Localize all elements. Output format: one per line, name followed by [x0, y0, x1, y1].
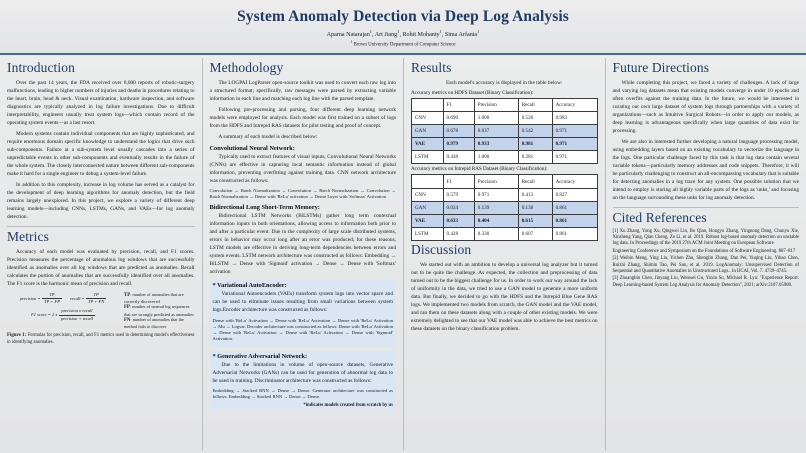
cell-model: GAN [412, 201, 444, 214]
poster-header [0, 0, 806, 55]
results-table-hdfs [411, 98, 598, 165]
cell-recall: 0.615 [518, 215, 552, 228]
definition-tp-text: : number of anomalies that are correctly discovered [124, 291, 184, 304]
column-header-model [412, 98, 444, 111]
section-heading-results: Results [411, 59, 452, 75]
reference-item: [3] Zhuangbin Chen, Jinyang Liu, Wenwei Gu, Yuxin Su, Michael R. Lyu: "Experience Report: Deep Learning-based System Log Analysis for Anomaly Detection", 2021; arXiv:2107.05908. [612, 276, 799, 288]
reference-item: Engineering Conference and Symposium on the Foundations of Software Engineering. 807–817 [612, 248, 796, 254]
section-heading-discussion: Discussion [411, 242, 472, 258]
cell-accuracy: 0.971 [552, 124, 597, 137]
table-caption-intrepid: Accuracy metrics on Intrepid RAS Dataset (Binary Classification): [411, 166, 548, 173]
table-header-row [412, 98, 598, 111]
column-header-f1: F1 [443, 175, 474, 188]
cell-f1: 0.979 [443, 138, 474, 151]
model-architecture-gan: Embedding → Stacked RNN → Dense → Dense. Generator architecture was constructed as follows: Embedding → Stacked RNN → Dense → Dense. [212, 387, 393, 400]
table-row [412, 138, 598, 151]
model-text-cnn: Typically used to extract features of visual inputs, Convolutional Neural Networks (CNNs) are effective in capturing local semantic information instead of global information, preventing overfitting against training data. CNN network architecture was constructed as follows: [209, 153, 396, 184]
cell-f1: 0.034 [443, 201, 474, 214]
metrics-formulas [7, 292, 119, 325]
author-name-3: Sima Arfania [444, 31, 478, 38]
f1-label: F1 score = 2 x [30, 312, 58, 318]
table-row [412, 151, 598, 164]
cell-accuracy: 0.861 [552, 201, 597, 214]
cell-precision: 0.037 [474, 124, 518, 137]
author-name-2: Rohit Mohanty [402, 31, 440, 38]
cell-f1: 0.438 [443, 151, 474, 164]
table-row [412, 215, 598, 228]
column-header-accuracy: Accuracy [552, 175, 597, 188]
author-name-1: Art Jiang [374, 31, 398, 38]
definition-fn [124, 317, 195, 330]
methodology-paragraph-1: The LOGPAI LogParser open-source toolkit was used to convert each raw log into a structured format; specifically, raw messages were parsed by extracting variable information in each line and matching each log line with the parsed template. [209, 79, 396, 102]
precision-denominator: TP + FP [44, 299, 60, 305]
model-heading-gan: * Generative Adversarial Network: [212, 352, 308, 360]
section-heading-references: Cited References [612, 209, 707, 225]
cell-recall: 0.607 [518, 228, 552, 241]
column-header-accuracy: Accuracy [552, 98, 597, 111]
table-row [412, 188, 598, 201]
cell-model: CNN [412, 188, 444, 201]
model-box-gan [210, 351, 397, 410]
author-sup-1: 1 [397, 28, 400, 34]
cell-model: GAN [412, 124, 444, 137]
table-row [412, 124, 598, 137]
discussion-paragraph-1: We started out with an ambition to develop a universal log analyzer but it turned out to be quite the challenge. As expected, the collection and preprocessing of data turned out to be the biggest challenge for us. In order to work our way around the lack of uniformity in the data, we tried to use a GAN model to generate a more uniform data. But finally, we decided to go with the HDFS and the Intrepid Blue Gene RAS logs. We implemented two models from scratch, the GAN model and the VAE model, and ran them on these datasets along with a couple of other existing models. We were extremely delighted to see that our VAE model was able to achieve the best metrics on these datasets on the binary classification problem. [411, 262, 598, 333]
column-header-recall: Recall [518, 98, 552, 111]
introduction-paragraph-3: In addition to this complexity, increase in log volume has served as a catalyst for the development of deep learning algorithms for anomaly detection, but the field remains largely unexplored. In this project, we explore a variety of different deep learning models—including CNNs, LSTMs, GANs, and VAEs—for log anomaly detection. [7, 181, 195, 220]
methodology-paragraph-3: A summary of each model is described below: [218, 133, 318, 140]
metrics-definitions [124, 292, 195, 330]
author-list: Aparna Natarajan$^1$, Art Jiang$^1$, Rohit Mohanty$^1$, Sima Arfania$^1$ [326, 28, 480, 38]
cell-recall: 0.542 [518, 124, 552, 137]
cell-precision: 0.404 [474, 215, 518, 228]
cell-f1: 0.633 [443, 215, 474, 228]
affiliation-text: Brown University Department of Computer Science [353, 42, 456, 48]
poster-columns [0, 55, 806, 451]
recall-numerator: TP [93, 291, 99, 297]
cell-f1: 0.579 [443, 188, 474, 201]
figure-caption-text: Formulas for precision, recall, and F1 metrics used in determining model's effectiveness in identifying anomalies. [7, 332, 195, 345]
scratch-models-note: *indicates models created from scratch by us [303, 402, 393, 408]
column-future-directions [605, 58, 806, 451]
model-box-vae [210, 280, 397, 346]
table-row [412, 111, 598, 124]
cell-f1: 0.678 [443, 124, 474, 137]
f1-formula [31, 308, 95, 323]
cell-precision: 0.330 [474, 228, 518, 241]
results-table-intrepid [411, 174, 598, 241]
column-methodology [202, 58, 404, 451]
figure-label: Figure 1: [7, 332, 27, 338]
f1-numerator: precision x recall [61, 308, 93, 314]
column-introduction [0, 58, 202, 451]
cell-model: VAE [412, 215, 444, 228]
section-divider [613, 207, 800, 208]
cell-f1: 0.428 [443, 228, 474, 241]
reference-list [613, 229, 800, 290]
cell-accuracy: 0.827 [552, 188, 597, 201]
precision-formula [20, 292, 62, 307]
cell-precision: 1.000 [474, 111, 518, 124]
model-text-vae: Variational Autoencoders (VAEs) transform system logs into vector space and can be used to eliminate issues resulting from small variations between system logs.Encoder architecture was constructed as follows: [212, 291, 393, 314]
table-row [412, 201, 598, 214]
model-heading-cnn: Convolutional Neural Network: [209, 144, 295, 152]
cell-accuracy: 0.983 [552, 111, 597, 124]
cell-accuracy: 0.861 [552, 228, 597, 241]
column-header-model [412, 175, 444, 188]
definition-fn-text: : number of anomalies that the method fails to discover [124, 317, 184, 330]
column-header-recall: Recall [518, 175, 552, 188]
model-text-lstm: Bidirectional LSTM Networks (BiLSTMs) gather long term contextual information inputs in both orientations, allowing access to information both prior to and after a particular event. Due to the complexity of large scale distributed systems, errors in behavior may occur long after an error was produced; for these reasons, LSTM models are effective in deriving long-term dependencies between errors and system events. LSTM network architecture was constructed as follows: Embedding → BiLSTM → Dense with 'Sigmoid' activation → Dense → Dense with 'Softmax' activation [209, 213, 396, 276]
figure-caption [7, 333, 195, 346]
cell-accuracy: 0.971 [552, 138, 597, 151]
table-header-row [412, 175, 598, 188]
section-heading-methodology: Methodology [209, 59, 284, 75]
section-heading-introduction: Introduction [7, 59, 75, 75]
author-sup-3: 1 [477, 28, 480, 34]
model-heading-vae: * Variational AutoEncoder: [212, 282, 287, 290]
author-sup-2: 1 [439, 28, 442, 34]
table-row [412, 228, 598, 241]
introduction-paragraph-2: Modern systems contain individual components that are highly sophisticated, and require enormous domain specific knowledge to understand the logics that drive such sub-components. Failure at a sub-system level usually cascades into a series of unpredictable events in other sub-components and eventually results in the failure of the whole system. The closely interconnected nature between different sub-components make it hard for a single engineer to debug a system-level failure. [7, 130, 195, 177]
author-sup-0: 1 [369, 28, 372, 34]
cell-precision: 1.000 [474, 151, 518, 164]
recall-denominator: TP + FN [88, 299, 105, 305]
methodology-paragraph-2: Following pre-processing and parsing, four different deep learning network models were employed for analysis. Each model was first trained on a subset of logs from the HDFS and Intrepid RAS datasets for pilot testing and proof of concept. [209, 106, 396, 129]
cell-model: VAE [412, 138, 444, 151]
reference-item: [1] Xu Zhang, Yong Xu, Qingwei Lin, Bo Qiao, Hongyu Zhang, Yingnong Dang, Chunyu Xie, Xinsheng Yang, Qian Cheng, Ze Li, et al. 2019. Robust log-based anomaly detection on unstable log data. In Proceedings of the 2019 27th ACM Joint Meeting on European Software [612, 228, 799, 247]
cell-recall: 0.413 [518, 188, 552, 201]
f1-denominator: precision + recall [60, 315, 94, 321]
section-heading-metrics: Metrics [7, 228, 49, 244]
metrics-figure [7, 292, 195, 330]
page-title: System Anomaly Detection via Deep Log Analysis [237, 8, 569, 25]
recall-label: recall = [70, 295, 85, 301]
recall-formula [70, 292, 106, 307]
cell-precision: 0.139 [474, 201, 518, 214]
cell-precision: 0.971 [474, 188, 518, 201]
cell-accuracy: 0.971 [552, 151, 597, 164]
future-paragraph-1: While completing this project, we faced a variety of challenges. A lack of large and varying log datasets mean that existing models converge in under 10 epochs and often overfits against the training data. In the future, we would be interested in curating our own large dataset of system logs through partnerships with a variety of organizations—such as Intuitive Surgical Robots—in order to apply our models, as deep learning is advantageous specifically when large quantities of data exist for processing. [612, 79, 799, 134]
section-divider [7, 226, 195, 227]
precision-label: precision = [19, 295, 41, 301]
model-architecture-cnn: Convolution → Batch Normalization → Convolution → Batch Normalization → Convolution → Batch Normalization → Dense with 'ReLu' activation → Dense Layer with 'Softmax' Activation [209, 187, 396, 199]
column-header-f1: F1 [443, 98, 474, 111]
column-header-precision: Precision [474, 98, 518, 111]
results-intro: Each model's accuracy is displayed in the table below: [446, 79, 563, 86]
metrics-paragraph-1: Accuracy of each model was evaluated by precision, recall, and F1 scores. Precision measures the percentage of anomalous log windows that are successfully identified as anomalies over all log windows that are predicted as anomalies. Recall calculates the portion of anomalies that are successfully identified over all anomalies. The F1 score is the harmonic mean of precision and recall. [7, 248, 195, 287]
model-architecture-vae: Dense with 'ReLu' Activation → Dense with 'ReLu' Activation → Dense with 'ReLu' Activation → Mu → Logvar. Decoder architecture was constructed as follows: Dense with 'ReLu' Activation → Dense with 'ReLu' Activation → Dense with 'ReLu' Activation → Dense with 'Sigmoid' Activation. [212, 317, 393, 342]
table-caption-hdfs: Accuracy metrics on HDFS Dataset (Binary Classification): [411, 89, 534, 96]
cell-precision: 0.933 [474, 138, 518, 151]
cell-recall: 0.981 [518, 138, 552, 151]
cell-recall: 0.138 [518, 201, 552, 214]
definition-tp-term: TP [124, 292, 131, 298]
affiliation [0, 40, 806, 49]
cell-recall: 0.526 [518, 111, 552, 124]
future-paragraph-2: We are also in interested further developing a natural language processing model, using embedding layers based on an existing vocabulary to vectorize the language in the logs. One particular challenge faced by this task is that log data contain several variable tokens—particularly memory addresses and code snippets. Therefore, it will be particularly challenging to construct an all-encompassing vocabulary that is suitable for detecting anomalies in a log trace for any system. One possible solution that we intend to employ is storing all highly variable parts of the logs as 'unks,' and focusing on the language surrounding these unks for log anomaly detection. [612, 138, 799, 201]
column-results [403, 58, 605, 451]
cell-model: LSTM [412, 228, 444, 241]
cell-model: CNN [412, 111, 444, 124]
section-heading-future-directions: Future Directions [612, 59, 710, 75]
definition-fp-term: FP [124, 305, 130, 311]
cell-recall: 0.281 [518, 151, 552, 164]
cell-model: LSTM [412, 151, 444, 164]
reference-item: [2] Weibin Meng, Ying Liu, Yichen Zhu, Shenglin Zhang, Dan Pei, Yuqing Liu, Yihao Chen, Ruizhi Zhang, Shimin Tao, Pei Sun, et al. 2019. LogAnomaly: Unsupervised Detection of Sequential and Quantitative Anomalies in Unstructured Logs.. In IJCAI, Vol. 7. 4739–4745. [612, 256, 799, 275]
precision-numerator: TP [49, 291, 55, 297]
column-header-precision: Precision [474, 175, 518, 188]
definition-fp-text: : number of normal log sequences that are wrongly predicted as anomalies [124, 304, 194, 317]
definition-fp [124, 304, 195, 317]
cell-accuracy: 0.861 [552, 215, 597, 228]
affiliation-sup: 1 [350, 40, 353, 45]
model-heading-lstm: Bidirectional Long Short-Term Memory: [209, 204, 320, 212]
definition-fn-term: FN [124, 318, 131, 324]
definition-tp [124, 292, 195, 305]
model-text-gan: Due to the limitations in volume of open-source datasets, Generative Adversarial Networks (GANs) can be used for generation of abnormal log data to be used in training. Discriminator architecture was constructed as follows: [212, 361, 393, 384]
cell-f1: 0.690 [443, 111, 474, 124]
introduction-paragraph-1: Over the past 14 years, the FDA received over 8,000 reports of robotic-surgery malfunctions, leading to higher numbers of injuries and deaths in procedures relating to the heart, brain, head & neck. Visual examination, hardware inspection, and software diagnostics are typically analyzed in log failure investigations. Due to difficult interpretability, engineers usually treat system logs—which contain record of the operating system events—as a last resort. [7, 79, 195, 126]
author-name-0: Aparna Natarajan [326, 31, 370, 38]
